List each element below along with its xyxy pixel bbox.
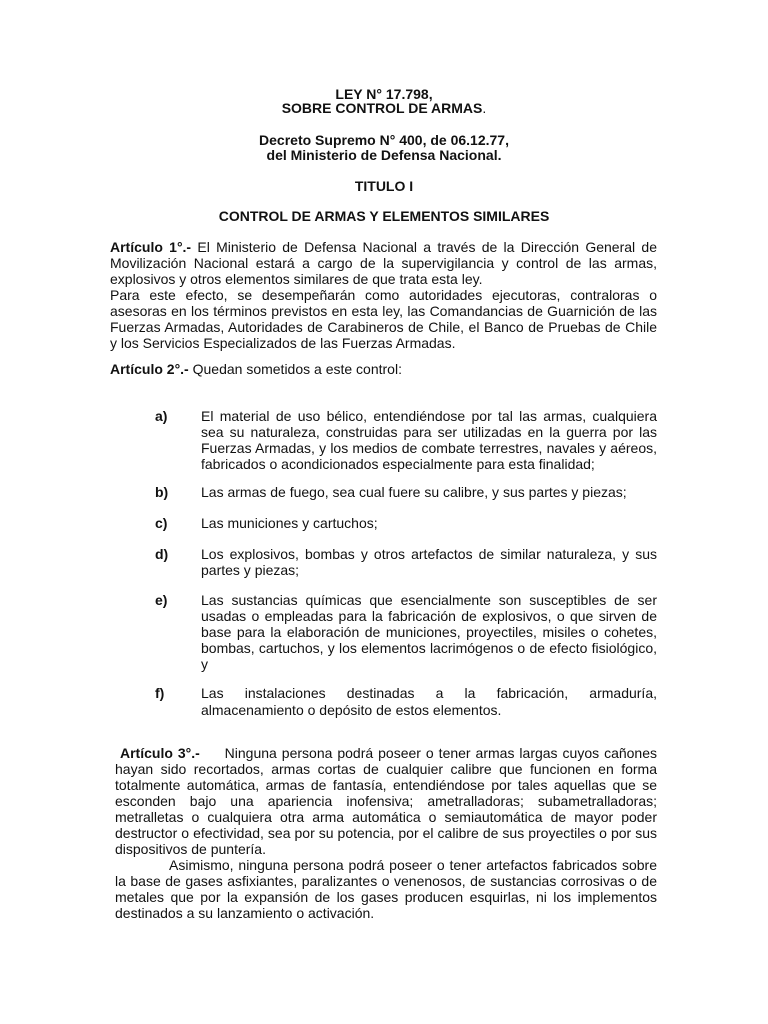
article-1-paragraph-2: Para este efecto, se desempeñarán como autoridades ejecutoras, contraloras o asesoras en los términos previstos en esta ley, las Comandancias de Guarnición de las Fuerzas Armadas, Autoridades de Carabineros de Chile, el Banco de Pruebas de Chile y los Servicios Especializados de las Fuerzas Armadas. [110, 287, 657, 351]
article-3-label: Artículo 3°.- [120, 745, 200, 761]
article-2-intro [110, 361, 657, 377]
article-1-text-1: El Ministerio de Defensa Nacional a través de la Dirección General de Movilización Nacional estará a cargo de la supervigilancia y control de las armas, explosivos y otros elementos similares de que trata esta ley. [110, 239, 657, 287]
law-subtitle-suffix: . [482, 100, 487, 116]
law-subtitle-text: SOBRE CONTROL DE ARMAS [281, 100, 483, 116]
article-3-paragraph-1 [115, 745, 661, 857]
list-item-letter: a) [155, 408, 168, 424]
article-2-intro-text: Quedan sometidos a este control: [188, 361, 402, 377]
list-item-text: Las municiones y cartuchos; [201, 515, 378, 531]
list-item-letter: e) [155, 592, 168, 608]
article-3-text-1: Ninguna persona podrá poseer o tener armas largas cuyos cañones hayan sido recortados, armas cortas de cualquier calibre que funcionen en forma totalmente automática, armas de fantasía, entendiéndose por tales aquellas que se esconden bajo una apariencia inofensiva; ametralladoras; subametralladoras; metralletas o cualquiera otra arma automática o semiautomática de mayor poder destructor o efectividad, sea por su potencia, por el calibre de sus proyectiles o por sus dispositivos de puntería. [115, 745, 661, 857]
list-item-text: Las sustancias químicas que esencialmente son susceptibles de ser usadas o empleadas para la fabricación de explosivos, o que sirven de base para la elaboración de municiones, proyectiles, misiles o cohetes, bombas, cartuchos, y los elementos lacrimógenos o de efecto fisiológico, y [201, 592, 657, 672]
article-3 [115, 745, 661, 921]
list-item-letter: b) [155, 484, 169, 500]
article-1-label: Artículo 1°.- [110, 239, 192, 255]
article-2-label: Artículo 2°.- [110, 361, 189, 377]
list-item-text: Las armas de fuego, sea cual fuere su calibre, y sus partes y piezas; [201, 484, 627, 500]
list-item-letter: d) [155, 546, 169, 562]
article-3-paragraph-2: Asimismo, ninguna persona podrá poseer o tener artefactos fabricados sobre la base de gases asfixiantes, paralizantes o venenosos, de sustancias corrosivas o de metales que por la expansión de los gases producen esquirlas, ni los implementos destinados a su lanzamiento o activación. [115, 857, 657, 921]
list-item-text: Las instalaciones destinadas a la fabricación, armaduría, almacenamiento o depósito de estos elementos. [201, 685, 657, 718]
law-subtitle [0, 100, 768, 116]
decree-line-2: del Ministerio de Defensa Nacional. [266, 147, 502, 163]
list-item-text: Los explosivos, bombas y otros artefactos de similar naturaleza, y sus partes y piezas; [201, 546, 657, 578]
section-heading: CONTROL DE ARMAS Y ELEMENTOS SIMILARES [218, 208, 550, 224]
article-1-paragraph-1 [110, 239, 657, 287]
list-item-text: El material de uso bélico, entendiéndose por tal las armas, cualquiera sea su naturaleza, construidas para ser utilizadas en la guerra por las Fuerzas Armadas, y los medios de combate terrestres, navales y aéreos, fabricados o acondicionados especialmente para esta finalidad; [201, 408, 657, 472]
list-item-letter: c) [155, 515, 168, 531]
titulo-heading: TITULO I [354, 178, 414, 194]
decree-line-1: Decreto Supremo N° 400, de 06.12.77, [259, 132, 509, 148]
law-title-text: LEY N° 17.798, [335, 86, 433, 102]
article-1 [110, 239, 657, 351]
list-item-letter: f) [155, 685, 165, 701]
